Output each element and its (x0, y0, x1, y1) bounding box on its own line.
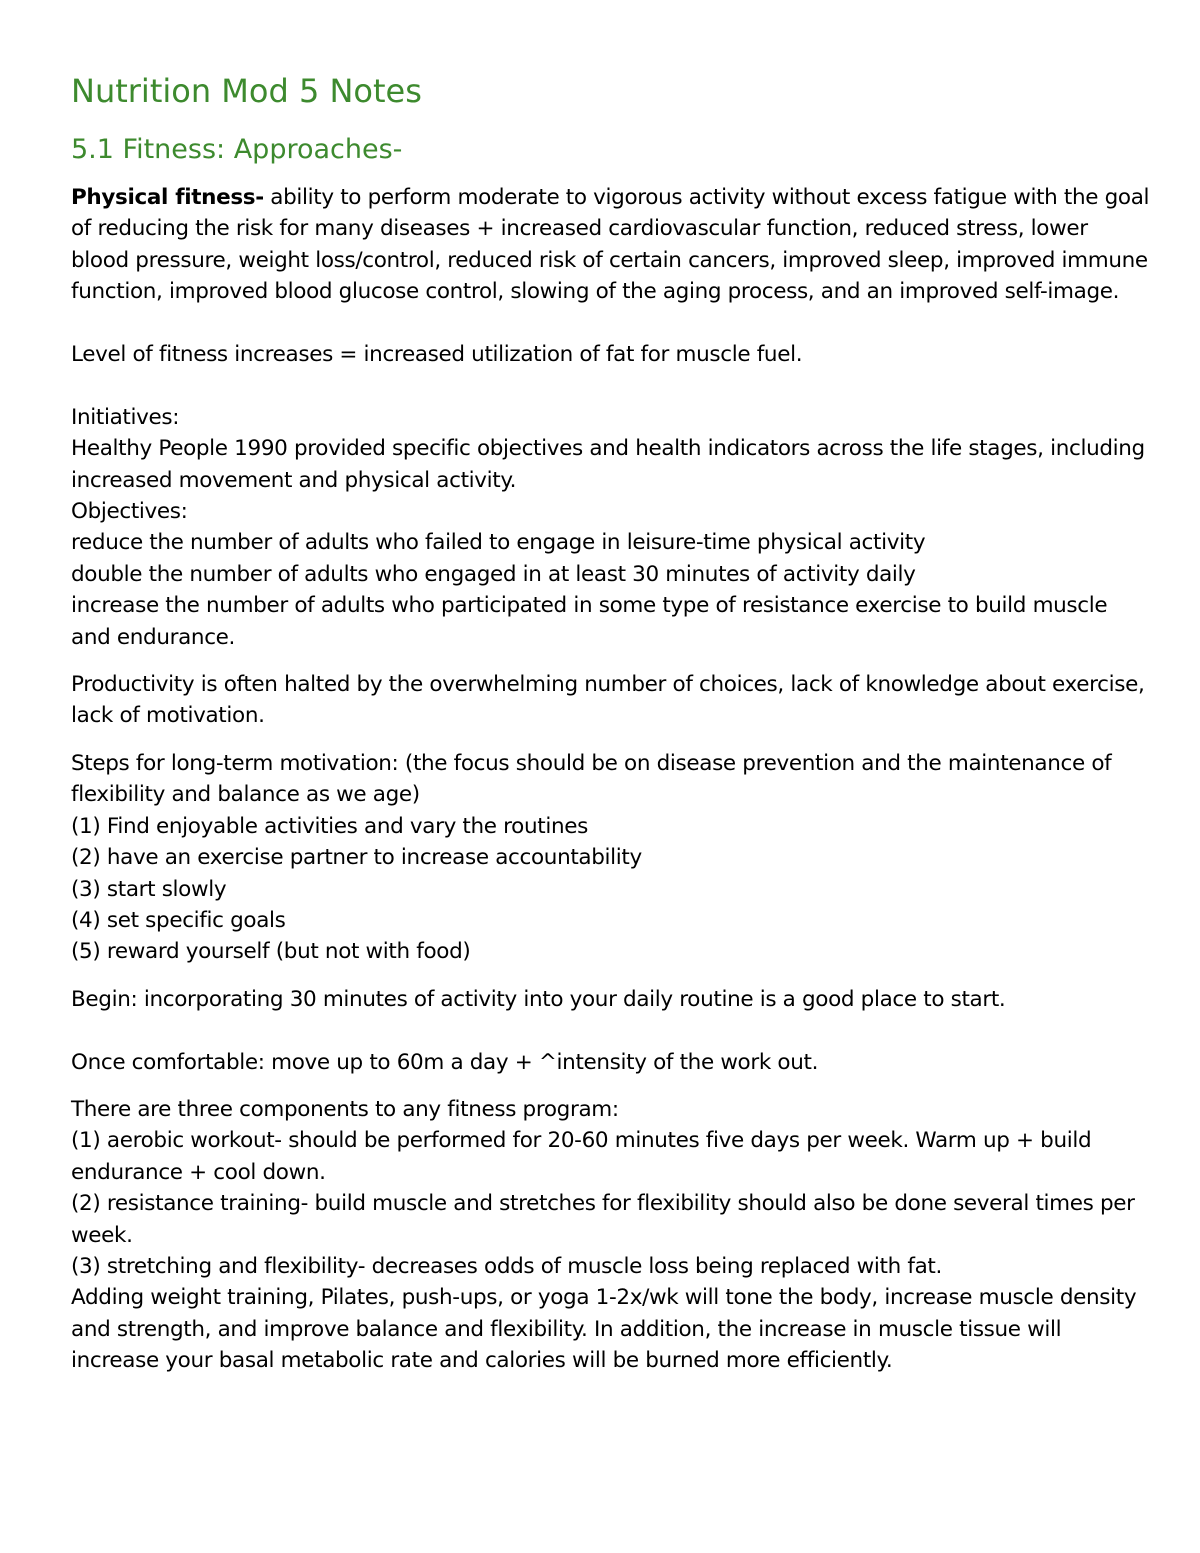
blank-line (71, 308, 1151, 339)
component-item: (2) resistance training- build muscle and stretches for flexibility should also be done several times per week. (71, 1191, 1135, 1248)
steps-intro: Steps for long-term motivation: (the focus should be on disease prevention and the maintenance of flexibility and balance as we age) (71, 750, 1112, 808)
once-comfortable-paragraph: Once comfortable: move up to 60m a day + ^intensity of the work out. (71, 1049, 819, 1075)
objective-item: double the number of adults who engaged in at least 30 minutes of activity daily (71, 561, 916, 587)
step-item: (4) set specific goals (71, 907, 286, 933)
fitness-fat-paragraph: Level of fitness increases = increased utilization of fat for muscle fuel. (71, 342, 803, 368)
paragraph-gap (71, 1078, 1151, 1094)
blank-line (71, 370, 1151, 401)
section-heading: 5.1 Fitness: Approaches- (71, 134, 403, 165)
objective-item: increase the number of adults who participated in some type of resistance exercise to build muscle and endurance. (71, 593, 1108, 650)
document-title: Nutrition Mod 5 Notes (71, 72, 422, 110)
healthy-people-paragraph: Healthy People 1990 provided specific objectives and health indicators across the life stages, including increased movement and physical activity. (71, 436, 1145, 493)
step-item: (3) start slowly (71, 876, 227, 902)
physical-fitness-term: Physical fitness- (71, 185, 264, 210)
component-item: (3) stretching and flexibility- decreases odds of muscle loss being replaced with fat. (71, 1253, 942, 1279)
blank-line (71, 1015, 1151, 1046)
objectives-label: Objectives: (71, 499, 188, 525)
physical-fitness-definition: ability to perform moderate to vigorous activity without excess fatigue with the goal of reducing the risk for many diseases + increased cardiovascular function, reduced stress, lower blood pressure, weight loss/control, reduced risk of certain cancers, improved sleep, improved immune function, improved blood glucose control, slowing of the aging process, and an improved self-image. (71, 185, 1150, 305)
initiatives-label: Initiatives: (71, 404, 180, 430)
document-body (71, 182, 1151, 1377)
component-item: (1) aerobic workout- should be performed for 20-60 minutes five days per week. Warm up + build endurance + cool down. (71, 1128, 1092, 1185)
paragraph-gap (71, 653, 1151, 669)
productivity-paragraph: Productivity is often halted by the overwhelming number of choices, lack of knowledge about exercise, lack of motivation. (71, 672, 1145, 729)
weight-training-paragraph: Adding weight training, Pilates, push-ups, or yoga 1-2x/wk will tone the body, increase muscle density and strength, and improve balance and flexibility. In addition, the increase in muscle tissue will increase your basal metabolic rate and calories will be burned more efficiently. (71, 1285, 1137, 1374)
paragraph-gap (71, 968, 1151, 984)
components-intro: There are three components to any fitness program: (71, 1096, 619, 1122)
begin-paragraph: Begin: incorporating 30 minutes of activity into your daily routine is a good place to start. (71, 986, 1006, 1012)
step-item: (1) Find enjoyable activities and vary the routines (71, 813, 588, 839)
objective-item: reduce the number of adults who failed to engage in leisure-time physical activity (71, 530, 926, 556)
physical-fitness-paragraph (71, 182, 1151, 308)
document-page (71, 70, 1151, 1377)
step-item: (5) reward yourself (but not with food) (71, 939, 471, 965)
paragraph-gap (71, 732, 1151, 748)
step-item: (2) have an exercise partner to increase accountability (71, 845, 642, 871)
